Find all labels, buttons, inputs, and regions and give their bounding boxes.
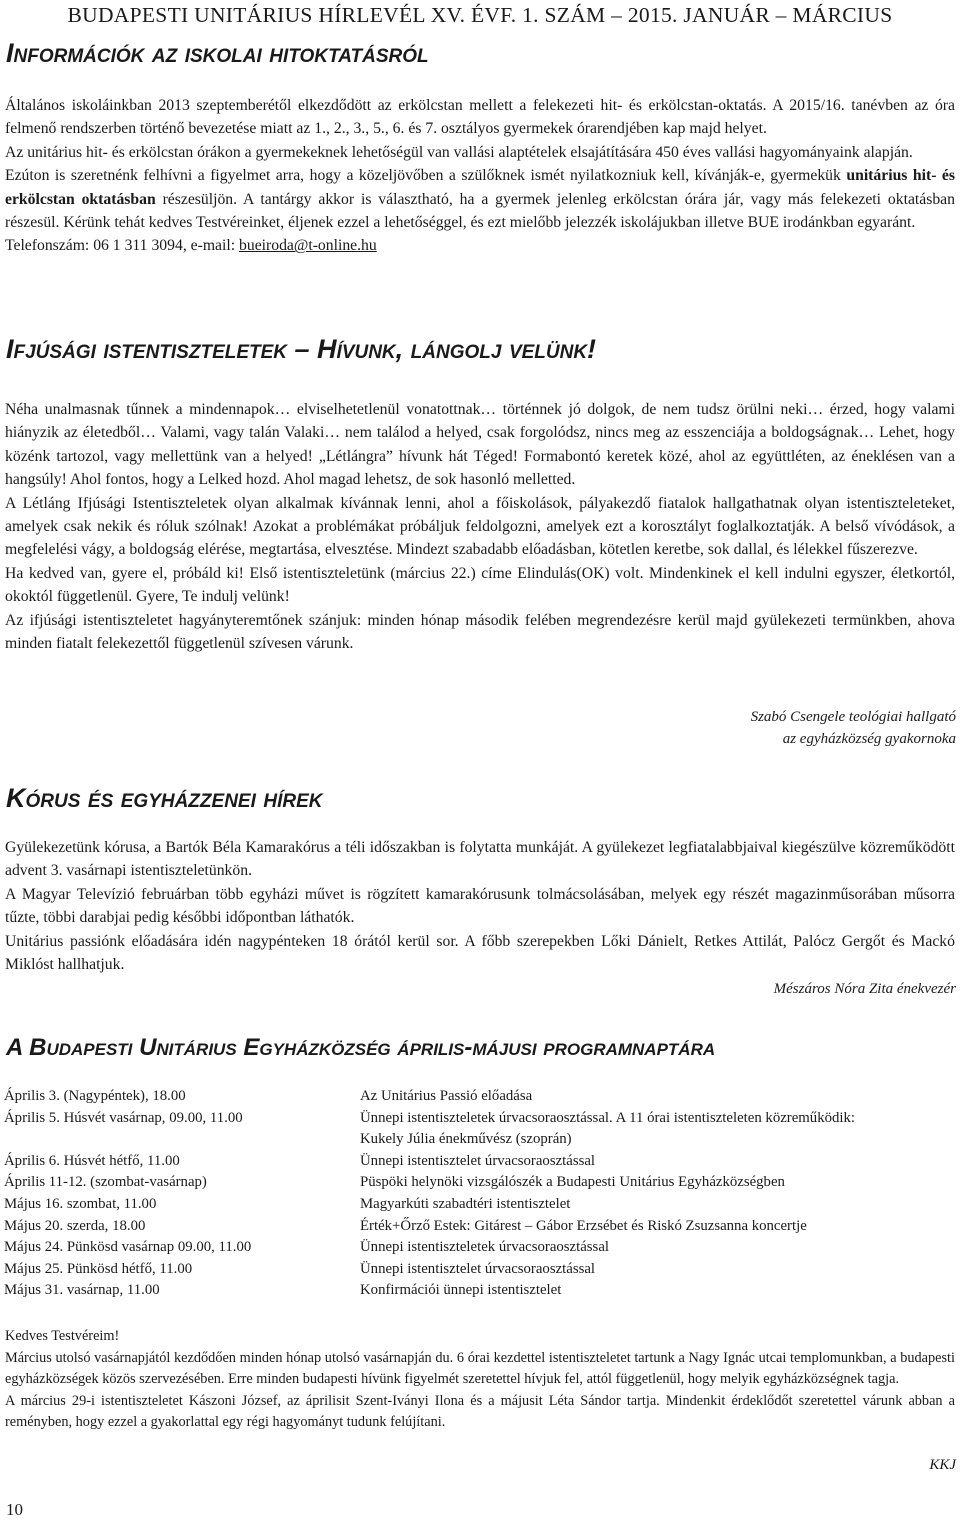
page-number: 10 (6, 1500, 23, 1519)
program-event: Ünnepi istentisztelet úrvacsoraosztással (360, 1260, 596, 1277)
section-youth-services-body (5, 398, 955, 655)
program-event: Konfirmációi ünnepi istentisztelet (360, 1282, 562, 1299)
section-title-choir-news: Kórus és egyházzenei hírek (6, 783, 323, 813)
contact-line (5, 234, 955, 257)
section-title-youth-services: Ifjúsági istentiszteletek – Hívunk, lángolj velünk! (6, 334, 597, 364)
program-event: Ünnepi istentiszteletek úrvacsoraosztással (360, 1239, 609, 1256)
section-title-religious-education: Információk az iskolai hitoktatásról (6, 38, 429, 68)
program-date: Május 31. vasárnap, 11.00 (4, 1282, 160, 1299)
section-choir-news-body (5, 836, 955, 976)
newsletter-header: BUDAPESTI UNITÁRIUS HÍRLEVÉL XV. ÉVF. 1. SZÁM – 2015. JANUÁR – MÁRCIUS (67, 3, 893, 27)
greeting: Kedves Testvéreim! (5, 1328, 120, 1344)
signature-role: az egyházközség gyakornoka (782, 731, 956, 747)
paragraph: Néha unalmasnak tűnnek a mindennapok… elviselhetetlenül vonatottnak… történnek jó dolgok, de nem tudsz örülni neki… érzed, hogy valami hiányzik az életedből… Valami, vagy talán Valaki… nem találod a helyed, csak forgolódsz, nincs meg az esszenciája a boldogságnak… Lehet, hogy közénk tartozol, vagy mellettünk van a helyed! „Létlángra” hívunk hát Téged! Formabontó keretek közé, ahol az együttléten, az éneklésen van a hangsúly! Ahol fontos, hogy a Lelked hozd. Ahol magad lehetsz, de sok hasonló melletted. (5, 401, 955, 489)
paragraph: A március 29-i istentiszteletet Kászoni József, az áprilisit Szent-Iványi Ilona és a májusit Léta Sándor tartja. Mindenkit érdeklődőt szeretettel várunk abban a reményben, hogy ezzel a gyakorlattal egy régi hagyományt tudunk felújítani. (5, 1392, 955, 1430)
program-event: Ünnepi istentiszteletek úrvacsoraosztással. A 11 órai istentiszteleten közreműködik: (360, 1109, 856, 1126)
signature-block (751, 706, 956, 750)
paragraph: Ha kedved van, gyere el, próbáld ki! Első istentiszteletünk (március 22.) címe Elindulás(OK) volt. Mindenkinek el kell indulni egyszer, életkortól, okoktól függetlenül. Gyere, Te indulj velünk! (5, 564, 955, 606)
program-date: Április 11-12. (szombat-vasárnap) (4, 1174, 207, 1191)
bold-text: unitárius hit- és erkölcstan oktatásban (5, 167, 955, 208)
text: részesüljön. A tantárgy akkor is választható, ha a gyermek jelenleg erkölcstan órára jár, vagy más felekezeti oktatásban részesül. Kérünk tehát kedves Testvéreinket, éljenek ezzel a lehetőséggel, és ezt mielőbb jelezzék iskolájukban illetve BUE irodánkban egyaránt. (5, 190, 955, 232)
contact-text: Telefonszám: 06 1 311 3094, e-mail: (5, 237, 236, 255)
program-event: Püspöki helynöki vizsgálószék a Budapesti Unitárius Egyházközségben (360, 1174, 785, 1191)
paragraph: Gyülekezetünk kórusa, a Bartók Béla Kamarakórus a téli időszakban is folytatta munkáját. A gyülekezet legfiatalabbjaival kiegészülve közreműködött advent 3. vasárnapi istentiszteletünkön. (5, 839, 955, 880)
program-date: Április 6. Húsvét hétfő, 11.00 (4, 1152, 180, 1169)
section-monthly-services-body (5, 1326, 955, 1434)
signature-choir: Mészáros Nóra Zita énekvezér (773, 981, 956, 997)
program-date: Május 24. Pünkösd vasárnap 09.00, 11.00 (4, 1239, 252, 1256)
signature-kkj: KKJ (929, 1457, 956, 1473)
text: Ezúton is szeretnénk felhívni a figyelmet arra, hogy a közeljövőben a szülőknek ismét nyilatkozniuk kell, kívánják-e, gyermekük (5, 167, 841, 185)
email-link[interactable]: bueiroda@t-online.hu (239, 237, 377, 255)
program-event: Kukely Júlia énekművész (szoprán) (360, 1131, 572, 1148)
program-date: Április 5. Húsvét vasárnap, 09.00, 11.00 (4, 1109, 243, 1126)
program-event: Magyarkúti szabadtéri istentisztelet (360, 1196, 571, 1212)
paragraph: A Létláng Ifjúsági Istentiszteletek olyan alkalmak kívánnak lenni, ahol a főiskolások, pályakezdő fiatalok hallgathatnak olyan istentiszteleteket, amelyek csak nekik és róluk szólnak! Azokat a problémákat próbáljuk feldolgozni, amelyek ezt a korosztályt foglalkoztatják. A belső vívódások, a megfelelési vágy, a boldogság elérése, megtartása, elvesztése. Mindezt szabadabb előadásban, kötetlen keretbe, sok dallal, és lélekkel fűszerezve. (5, 494, 955, 559)
program-date: Május 16. szombat, 11.00 (4, 1196, 157, 1212)
paragraph (5, 164, 955, 234)
signature-name: Szabó Csengele teológiai hallgató (750, 709, 956, 725)
program-event: Ünnepi istentisztelet úrvacsoraosztással (360, 1152, 596, 1169)
program-event: Érték+Őrző Estek: Gitárest – Gábor Erzsébet és Riskó Zsuzsanna koncertje (360, 1217, 807, 1234)
paragraph: A Magyar Televízió februárban több egyházi művet is rögzített kamarakórusunk tolmácsolásában, melyek egy részét magazinműsorában műsorra tűzte, többi darabjai pedig későbbi időpontban láthatók. (5, 885, 955, 927)
paragraph: Unitárius passiónk előadására idén nagypénteken 18 órától kerül sor. A főbb szerepekben Lőki Dánielt, Retkes Attilát, Palócz Gergőt és Mackó Miklóst hallhatjuk. (5, 932, 955, 974)
section-religious-education-body (5, 94, 955, 258)
paragraph: Az ifjúsági istentiszteletet hagyányteremtőnek szánjuk: minden hónap második felében megrendezésre kerül majd gyülekezeti termünkben, ahova minden fiatalt felekezettől függetlenül szívesen várunk. (5, 611, 955, 653)
paragraph: Március utolsó vasárnapjától kezdődően minden hónap utolsó vasárnapján du. 6 órai kezdettel istentiszteletet tartunk a Nagy Ignác utcai templomunkban, a budapesti egyházközségek közös szervezésében. Erre minden budapesti hívünk figyelmét szeretettel hívjuk fel, attól függetlenül, hogy melyik egyházközségnek tagja. (5, 1349, 955, 1387)
section-title-program-calendar: A Budapesti Unitárius Egyházközség április-májusi programnaptára (6, 1034, 716, 1061)
program-event: Az Unitárius Passió előadása (360, 1088, 533, 1104)
program-date: Május 20. szerda, 18.00 (4, 1217, 146, 1234)
program-date: Április 3. (Nagypéntek), 18.00 (4, 1088, 186, 1104)
paragraph: Általános iskoláinkban 2013 szeptemberétől elkezdődött az erkölcstan mellett a felekezeti hit- és erkölcstan-oktatás. A 2015/16. tanévben az óra felmenő rendszerben történő bevezetése miatt az 1., 2., 3., 5., 6. és 7. osztályos gyermekek órarendjében kap majd helyet. (5, 97, 955, 138)
paragraph: Az unitárius hit- és erkölcstan órákon a gyermekeknek lehetőségül van vallási alaptételek elsajátítására 450 éves vallási hagyományaink alapján. (5, 143, 913, 161)
program-date: Május 25. Pünkösd hétfő, 11.00 (4, 1260, 193, 1277)
